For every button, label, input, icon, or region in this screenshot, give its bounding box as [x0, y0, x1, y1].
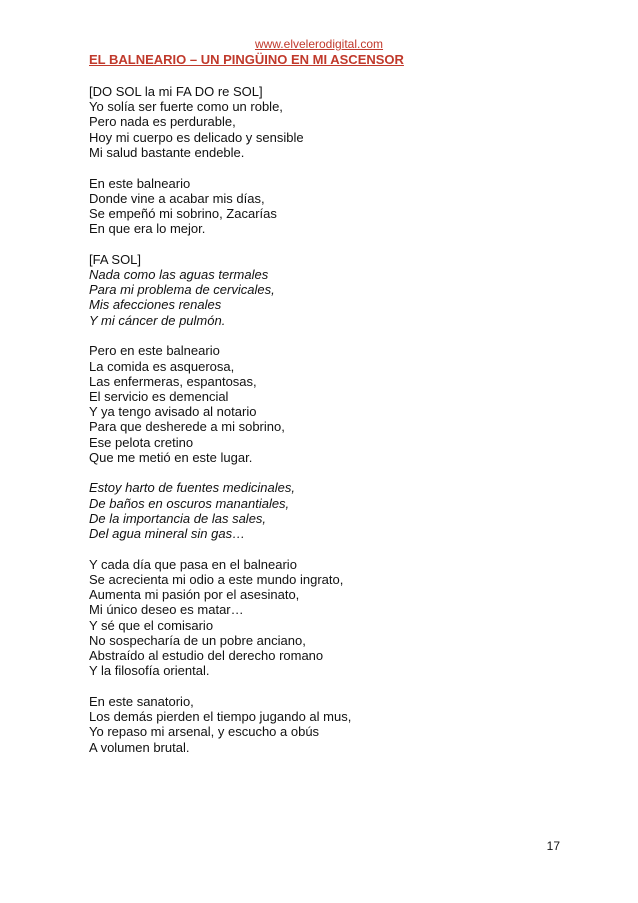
lyric-line: Y la filosofía oriental. [89, 663, 210, 679]
lyric-line: Yo solía ser fuerte como un roble, [89, 99, 283, 115]
lyric-line: No sospecharía de un pobre anciano, [89, 632, 306, 648]
lyric-line: Para mi problema de cervicales, [89, 282, 275, 298]
lyric-line: Que me metió en este lugar. [89, 449, 253, 465]
lyric-line: Y mi cáncer de pulmón. [89, 312, 226, 328]
lyric-line: Donde vine a acabar mis días, [89, 190, 265, 206]
lyric-line: De baños en oscuros manantiales, [89, 495, 290, 511]
lyric-line: Para que desherede a mi sobrino, [89, 419, 285, 435]
stanza-chorus [89, 252, 589, 328]
stanza [89, 694, 589, 755]
lyric-line: Ese pelota cretino [89, 434, 194, 450]
page-number: 17 [546, 839, 560, 853]
lyric-line: En este balneario [89, 175, 191, 191]
lyric-line: La comida es asquerosa, [89, 358, 235, 374]
page-title: EL BALNEARIO – UN PINGÜINO EN MI ASCENSOR [89, 52, 404, 67]
lyric-line: [DO SOL la mi FA DO re SOL] [89, 84, 263, 99]
site-url-link[interactable]: www.elvelerodigital.com [254, 37, 384, 51]
chord-line: [FA SOL] [89, 251, 142, 267]
lyrics-body [89, 84, 589, 770]
lyric-line: De la importancia de las sales, [89, 510, 267, 526]
lyric-line: En este sanatorio, [89, 693, 194, 709]
lyric-line: Pero en este balneario [89, 343, 220, 359]
lyric-line: En que era lo mejor. [89, 221, 206, 237]
lyric-line: Y sé que el comisario [89, 617, 214, 633]
lyric-line: Y cada día que pasa en el balneario [89, 556, 297, 572]
lyric-line: Las enfermeras, espantosas, [89, 373, 257, 389]
lyric-line: Abstraído al estudio del derecho romano [89, 648, 324, 663]
lyric-line: Nada como las aguas termales [89, 267, 269, 283]
stanza-chorus [89, 480, 589, 541]
lyric-line: Y ya tengo avisado al notario [89, 404, 257, 420]
lyric-line: Mi salud bastante endeble. [89, 144, 245, 160]
stanza [89, 343, 589, 465]
lyric-line: Del agua mineral sin gas… [89, 526, 246, 542]
lyric-line: Aumenta mi pasión por el asesinato, [89, 587, 300, 603]
lyric-line: Yo repaso mi arsenal, y escucho a obús [89, 724, 320, 740]
lyric-line: Mis afecciones renales [89, 297, 222, 313]
lyric-line: Hoy mi cuerpo es delicado y sensible [89, 129, 304, 145]
lyric-line: El servicio es demencial [89, 388, 229, 404]
stanza [89, 176, 589, 237]
lyric-line: Estoy harto de fuentes medicinales, [89, 480, 295, 496]
lyric-line: Los demás pierden el tiempo jugando al mus, [89, 709, 352, 725]
lyric-line: Pero nada es perdurable, [89, 114, 236, 130]
lyric-line: Se acrecienta mi odio a este mundo ingrato, [89, 571, 344, 587]
lyric-line: A volumen brutal. [89, 739, 190, 755]
lyric-line: Se empeñó mi sobrino, Zacarías [89, 205, 277, 221]
stanza [89, 84, 589, 160]
stanza [89, 557, 589, 679]
lyric-line: Mi único deseo es matar… [89, 602, 244, 618]
